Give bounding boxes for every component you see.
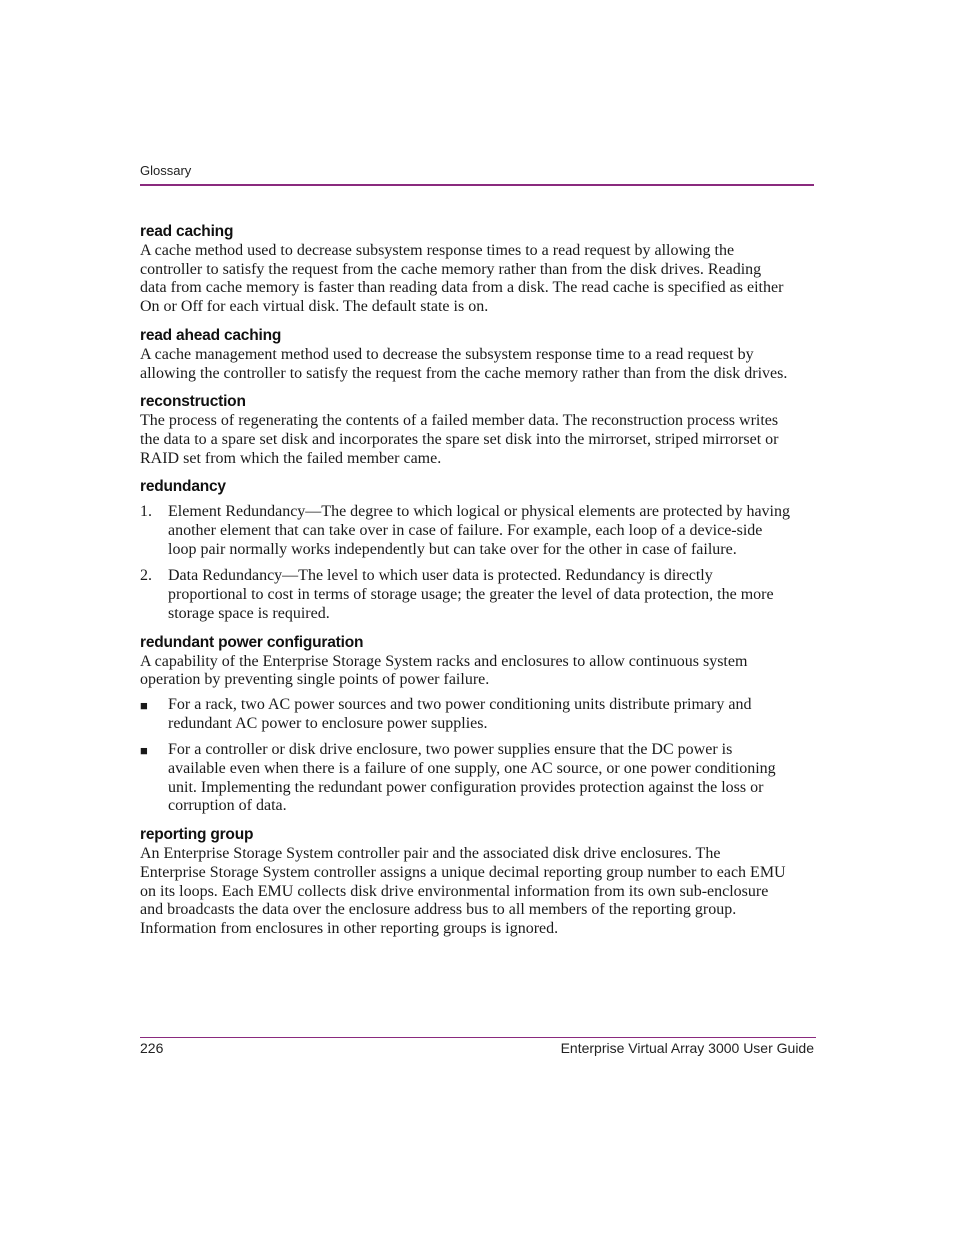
bullet-list	[140, 696, 790, 816]
list-item-text: Element Redundancy—The degree to which logical or physical elements are protected by having another element that can take over in case of failure. For example, each loop of a device-side loop pair normally works independently but can take over for the other in case of failure.	[168, 503, 790, 558]
glossary-term: read caching	[140, 223, 234, 240]
footer-rule	[140, 1037, 816, 1038]
glossary-entry-reconstruction	[140, 392, 790, 468]
glossary-entry-redundancy	[140, 477, 790, 623]
glossary-definition: A capability of the Enterprise Storage System racks and enclosures to allow continuous system operation by preventing single points of power failure.	[140, 652, 748, 689]
square-bullet-icon: ■	[140, 743, 148, 759]
document-title: Enterprise Virtual Array 3000 User Guide	[560, 1040, 814, 1056]
numbered-list	[140, 503, 790, 623]
glossary-entry-reporting-group	[140, 825, 790, 939]
list-number: 2.	[140, 567, 152, 585]
glossary-definition: The process of regenerating the contents of a failed member data. The reconstruction process writes the data to a spare set disk and incorporates the spare set disk into the mirrorset, striped mirrorset or RAID set from which the failed member came.	[140, 412, 779, 467]
running-header: Glossary	[140, 163, 192, 178]
glossary-definition: A cache management method used to decrease the subsystem response time to a read request by allowing the controller to satisfy the request from the cache memory rather than from the disk drives.	[140, 345, 788, 382]
glossary-entry-redundant-power-configuration	[140, 633, 790, 817]
glossary-term: reconstruction	[140, 393, 246, 411]
list-item	[140, 696, 790, 733]
header-rule	[140, 184, 814, 186]
list-item	[140, 503, 790, 559]
glossary-definition: A cache method used to decrease subsystem response times to a read request by allowing the controller to satisfy the request from the cache memory rather than from the disk drives. Reading data from cache memory is faster than reading data from a disk. The read cache is specified as either On or Off for each virtual disk. The default state is on.	[140, 242, 784, 316]
square-bullet-icon: ■	[140, 697, 148, 713]
list-item	[140, 567, 790, 623]
list-item-text: For a rack, two AC power sources and two power conditioning units distribute primary and redundant AC power to enclosure power supplies.	[168, 695, 752, 732]
glossary-term: redundant power configuration	[140, 633, 364, 651]
list-item	[140, 741, 790, 816]
glossary-entry-read-caching	[140, 222, 790, 317]
glossary-term: read ahead caching	[140, 326, 282, 344]
glossary-term: reporting group	[140, 826, 254, 844]
page-number: 226	[140, 1040, 164, 1056]
glossary-content	[140, 222, 790, 948]
glossary-entry-read-ahead-caching	[140, 326, 790, 383]
list-item-text: Data Redundancy—The level to which user data is protected. Redundancy is directly proportional to cost in terms of storage usage; the greater the level of data protection, the more storage space is required.	[168, 567, 774, 622]
glossary-term: redundancy	[140, 478, 226, 496]
list-number: 1.	[140, 503, 152, 521]
glossary-definition: An Enterprise Storage System controller pair and the associated disk drive enclosures. The Enterprise Storage System controller assigns a unique decimal reporting group number to each EMU on its loops. Each EMU collects disk drive environmental information from its own sub-enclosure and broadcasts the data over the enclosure address bus to all members of the reporting group. Information from enclosures in other reporting groups is ignored.	[140, 845, 786, 937]
list-item-text: For a controller or disk drive enclosure, two power supplies ensure that the DC power is available even when there is a failure of one supply, one AC source, or one power conditioning unit. Implementing the redundant power configuration provides protection against the loss or corruption of data.	[168, 741, 776, 815]
